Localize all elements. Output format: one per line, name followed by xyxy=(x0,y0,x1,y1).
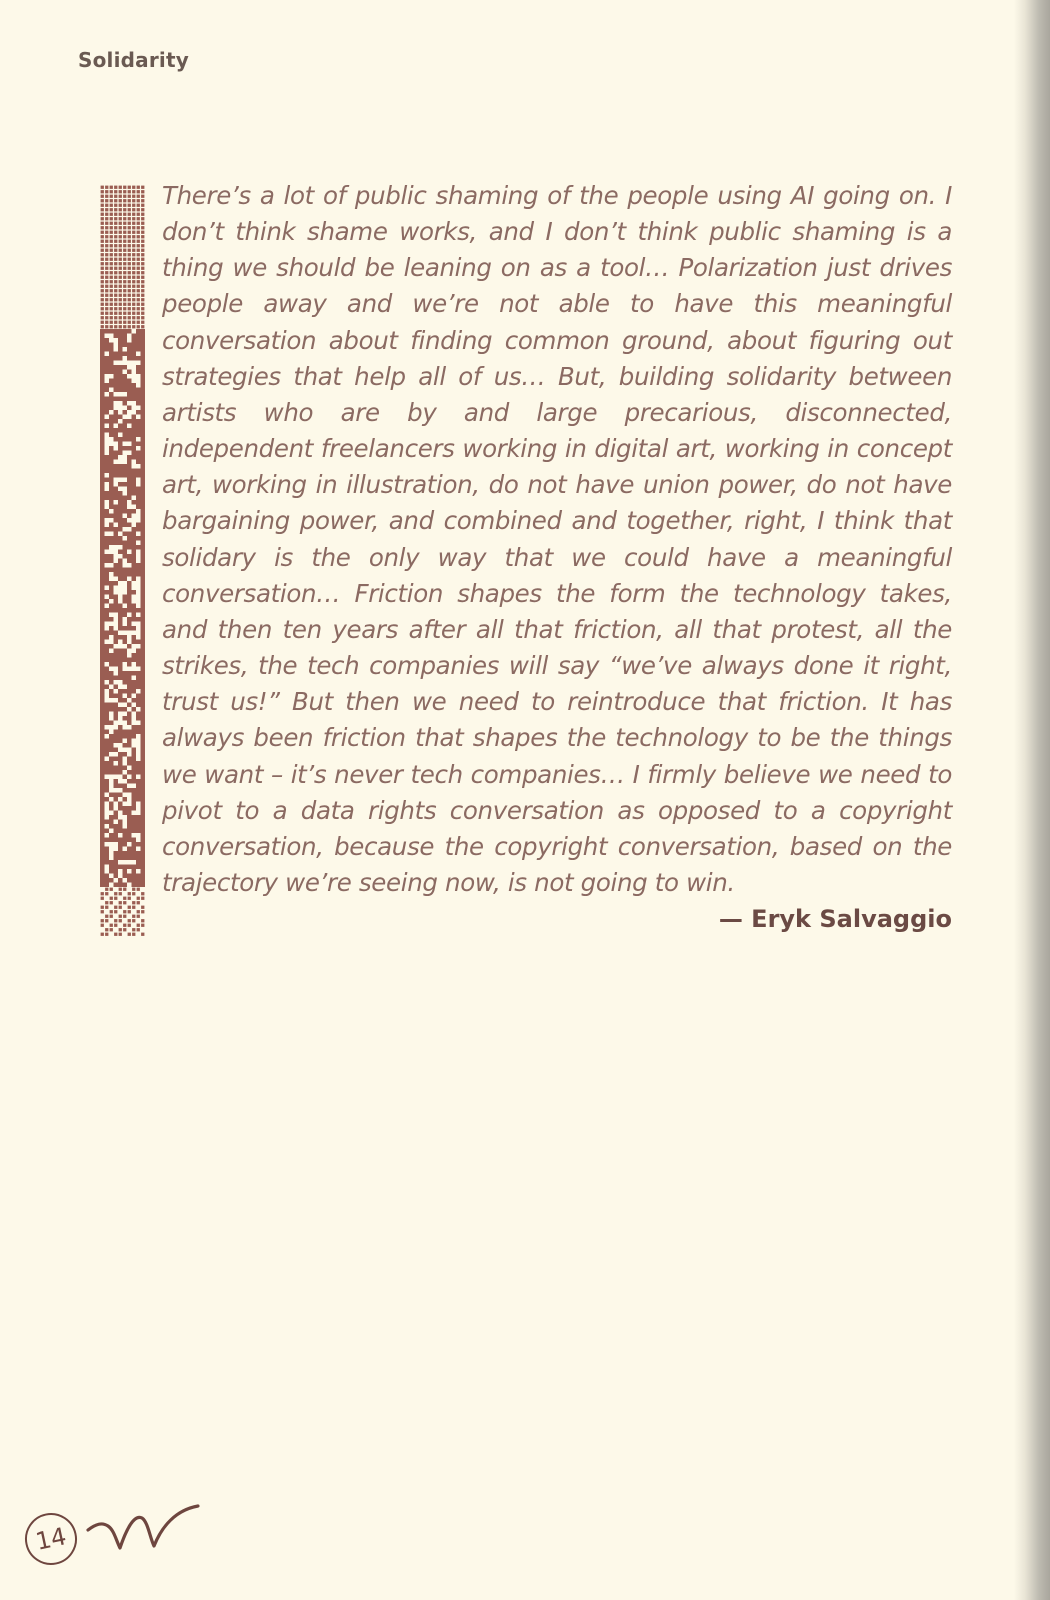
pixel-maze-pattern-icon xyxy=(100,185,145,939)
section-header: Solidarity xyxy=(78,48,189,72)
flourish-icon xyxy=(86,1500,206,1560)
quote-block xyxy=(162,178,952,937)
quote-text: There’s a lot of public shaming of the people using AI going on. I don’t think shame works, and I don’t think public shaming is a thing we should be leaning on as a tool… Polarization just drives people away and we’re not able to have this meaningful conversation about finding common ground, about figuring out strategies that help all of us… But, building solidarity between artists who are by and large precarious, disconnected, independent freelancers working in digital art, working in concept art, working in illustration, do not have union power, do not have bargaining power, and combined and together, right, I think that solidary is the only way that we could have a meaningful conversation… Friction shapes the form the technology takes, and then ten years after all that friction, all that protest, all the strikes, the tech companies will say “we’ve always done it right, trust us!” But then we need to reintroduce that friction. It has always been friction that shapes the technology to be the things we want – it’s never tech companies… I firmly believe we need to pivot to a data rights conversation as opposed to a copyright conversation, because the copyright conversation, based on the trajectory we’re seeing now, is not going to win. xyxy=(162,181,952,897)
page-edge-shadow xyxy=(1014,0,1050,1600)
quote-attribution: — Eryk Salvaggio xyxy=(718,905,952,934)
page-number: 14 xyxy=(20,1508,82,1570)
